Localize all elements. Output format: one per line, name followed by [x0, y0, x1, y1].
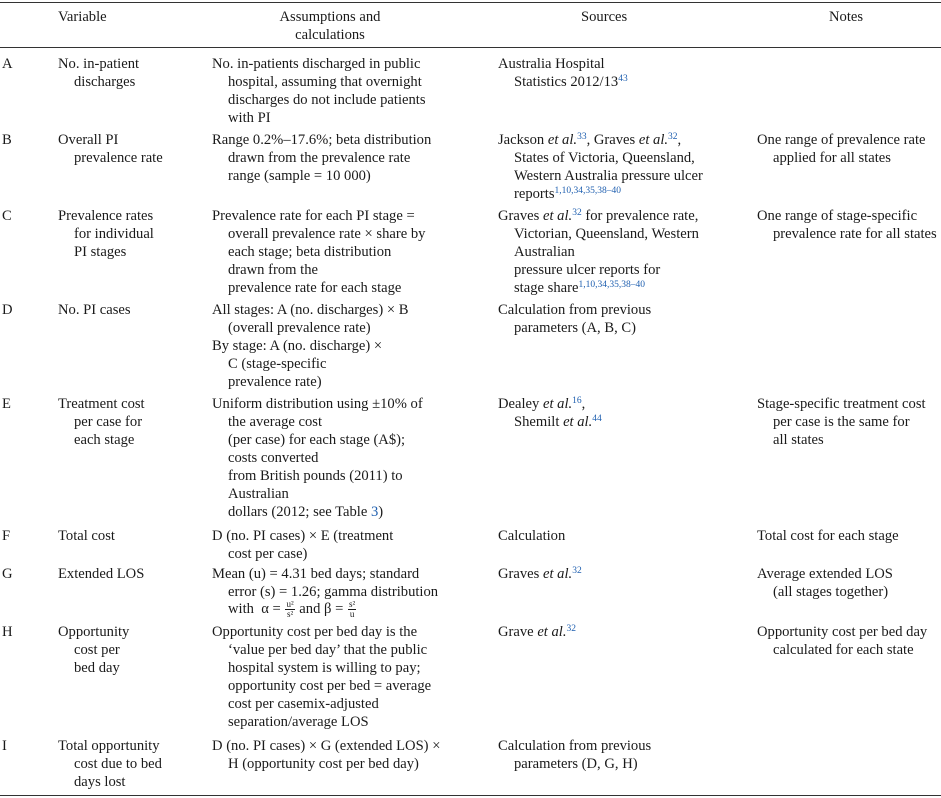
variable-cell: Extended LOS [58, 566, 145, 582]
row-id: I [2, 738, 7, 754]
row-id: G [2, 566, 13, 582]
assumptions-cell: D (no. PI cases) × G (extended LOS) × H (opportunity cost per bed day) [212, 738, 441, 772]
citation-link[interactable]: 44 [592, 414, 602, 424]
variable-cell: No. in-patient discharges [58, 56, 140, 90]
top-rule [0, 2, 941, 3]
citation-link[interactable]: 43 [618, 74, 628, 84]
assumptions-cell: Uniform distribution using ±10% of the average cost (per case) for each stage (A$); costs converted from British pounds (2011) to Australian dollars (2012; see Table 3) [212, 396, 423, 520]
notes-cell: One range of prevalence rate applied for all states [757, 132, 926, 166]
row-id: H [2, 624, 13, 640]
variable-cell: Total cost [58, 528, 115, 544]
row-id: E [2, 396, 11, 412]
variable-cell: Total opportunity cost due to bed days lost [58, 738, 162, 790]
row-id: F [2, 528, 11, 544]
table-link[interactable]: 3 [371, 504, 379, 520]
header-notes: Notes [829, 9, 864, 25]
alpha-fraction: $\frac{\text{u²}}{\text{s²}}$ [286, 599, 294, 620]
citation-link[interactable]: 32 [566, 624, 576, 634]
variable-cell: Overall PI prevalence rate [58, 132, 163, 166]
assumptions-cell: Prevalence rate for each PI stage = overall prevalence rate × share by each stage; beta distribution drawn from the prevalence rate for each stage [212, 208, 426, 296]
notes-cell: Total cost for each stage [757, 528, 899, 544]
notes-cell: Opportunity cost per bed day calculated for each state [757, 624, 928, 658]
header-assumptions-line1: Assumptions and [279, 9, 381, 25]
sources-cell: Graves et al.$^{32}$ for prevalence rate, Victorian, Queensland, Western Australian pressure ulcer reports for stage share$^{1,10,34,35,38-40}$ [498, 208, 699, 296]
row-id: A [2, 56, 13, 72]
header-assumptions-line2: calculations [295, 27, 365, 43]
header-variable: Variable [58, 9, 107, 25]
notes-cell: Stage-specific treatment cost per case is the same for all states [757, 396, 926, 448]
sources-cell: Graves et al.$^{32}$ [498, 566, 582, 582]
citation-link[interactable]: 16 [572, 396, 582, 406]
variable-cell: Prevalence rates for individual PI stages [58, 208, 154, 260]
sources-cell: Calculation from previous parameters (D, G, H) [498, 738, 652, 772]
header-assumptions [255, 8, 405, 44]
row-id: D [2, 302, 13, 318]
assumptions-cell: D (no. PI cases) × E (treatment cost per case) [212, 528, 394, 562]
variable-cell: No. PI cases [58, 302, 131, 318]
assumptions-cell: All stages: A (no. discharges) × B (overall prevalence rate) By stage: A (no. discharge) × C (stage-specific prevalence rate) [212, 302, 409, 390]
citation-link[interactable]: 32 [572, 566, 582, 576]
citation-link[interactable]: 32 [668, 132, 678, 142]
assumptions-cell: No. in-patients discharged in public hospital, assuming that overnight discharges do not include patients with PI [212, 56, 426, 126]
assumptions-cell: Mean (u) = 4.31 bed days; standard error (s) = 1.26; gamma distribution with α = $\frac{\text{u²}}{\text{s²}}$ and β = $\frac{\text{s²}}{u}$ [212, 566, 439, 620]
header-sources: Sources [581, 9, 628, 25]
variable-cell: Treatment cost per case for each stage [58, 396, 145, 448]
assumptions-cell: Range 0.2%–17.6%; beta distribution drawn from the prevalence rate range (sample = 10 000) [212, 132, 432, 184]
citation-link[interactable]: 32 [572, 208, 582, 218]
row-id: B [2, 132, 12, 148]
notes-cell: Average extended LOS (all stages together) [757, 566, 893, 600]
sources-cell: Jackson et al.$^{33}$, Graves et al.$^{32}$, States of Victoria, Queensland, Western Australia pressure ulcer reports$^{1,10,34,35,38-40}$ [498, 132, 703, 202]
sources-cell: Grave et al.$^{32}$ [498, 624, 576, 640]
sources-cell: Dealey et al.$^{16}$, Shemilt et al.$^{44}$ [498, 396, 602, 430]
sources-cell: Calculation [498, 528, 566, 544]
bottom-rule [0, 795, 941, 796]
sources-cell: Calculation from previous parameters (A, B, C) [498, 302, 652, 336]
beta-fraction: $\frac{\text{s²}}{u}$ [349, 599, 356, 620]
citation-link[interactable]: 1,10,34,35,38–40 [578, 280, 645, 290]
citation-link[interactable]: 1,10,34,35,38–40 [554, 186, 622, 196]
variable-cell: Opportunity cost per bed day [58, 624, 130, 676]
gamma-formula: with α = $\frac{\text{u²}}{\text{s²}}$ and β = $\frac{\text{s²}}{u}$ [228, 599, 356, 620]
citation-link[interactable]: 33 [577, 132, 587, 142]
header-rule [0, 47, 941, 48]
assumptions-cell: Opportunity cost per bed day is the ‘value per bed day’ that the public hospital system is willing to pay; opportunity cost per bed = average cost per casemix-adjusted separation/average LOS [212, 624, 432, 730]
notes-cell: One range of stage-specific prevalence rate for all states [757, 208, 937, 242]
row-id: C [2, 208, 12, 224]
sources-cell: Australia Hospital Statistics $2012/13^{43}$ [498, 56, 628, 90]
